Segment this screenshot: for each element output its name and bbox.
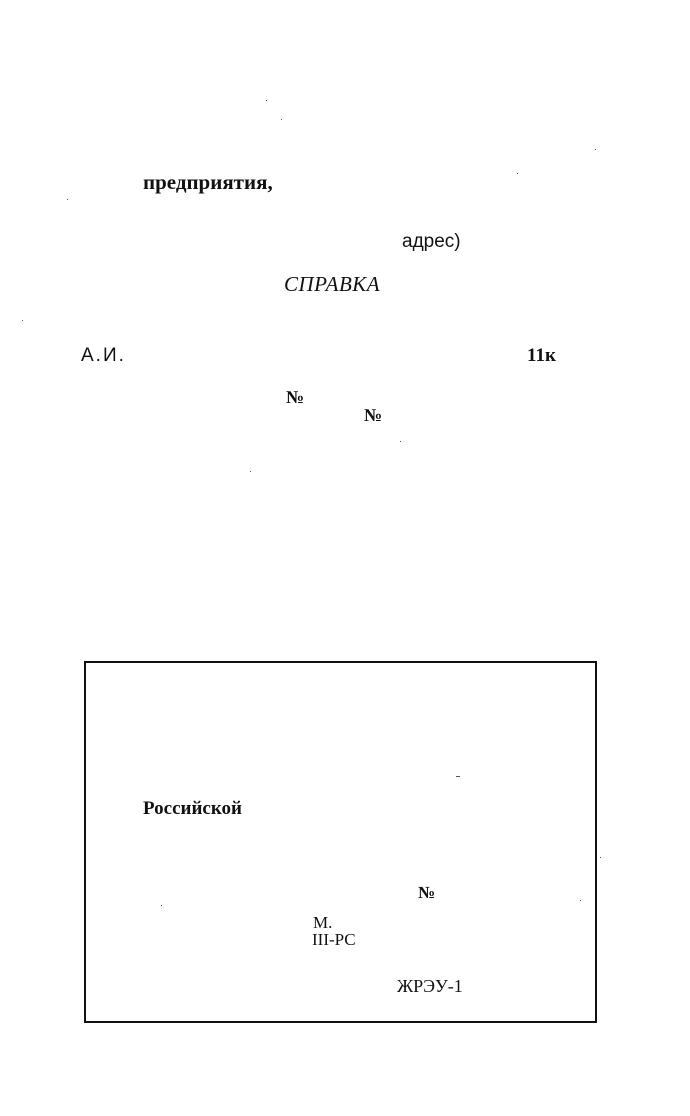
person-initials: А.И. [81, 345, 126, 366]
scan-speck [250, 471, 251, 472]
stamp-series: III-РС [312, 930, 356, 949]
stamp-number-sign: № [418, 883, 436, 902]
scan-speck [600, 857, 601, 858]
stamp-letter-m: М. [313, 913, 333, 932]
stamp-frame [84, 661, 597, 1023]
enterprise-label: предприятия, [143, 170, 273, 194]
scan-speck [456, 776, 460, 777]
scan-speck [266, 100, 267, 101]
address-label: адрес) [402, 231, 461, 252]
stamp-country-label: Российской [143, 798, 242, 819]
scan-speck [281, 119, 282, 120]
stamp-office: ЖРЭУ-1 [397, 976, 463, 996]
scan-speck [22, 320, 23, 321]
number-sign-first: № [286, 387, 305, 407]
scan-speck [67, 199, 68, 200]
document-title: СПРАВКА [284, 272, 381, 296]
number-sign-second: № [364, 405, 383, 425]
scan-speck [580, 900, 581, 901]
apartment-number: 11к [527, 345, 556, 366]
scan-speck [161, 905, 162, 906]
scan-speck [517, 173, 518, 174]
scan-speck [595, 149, 596, 150]
scan-speck [400, 441, 401, 442]
